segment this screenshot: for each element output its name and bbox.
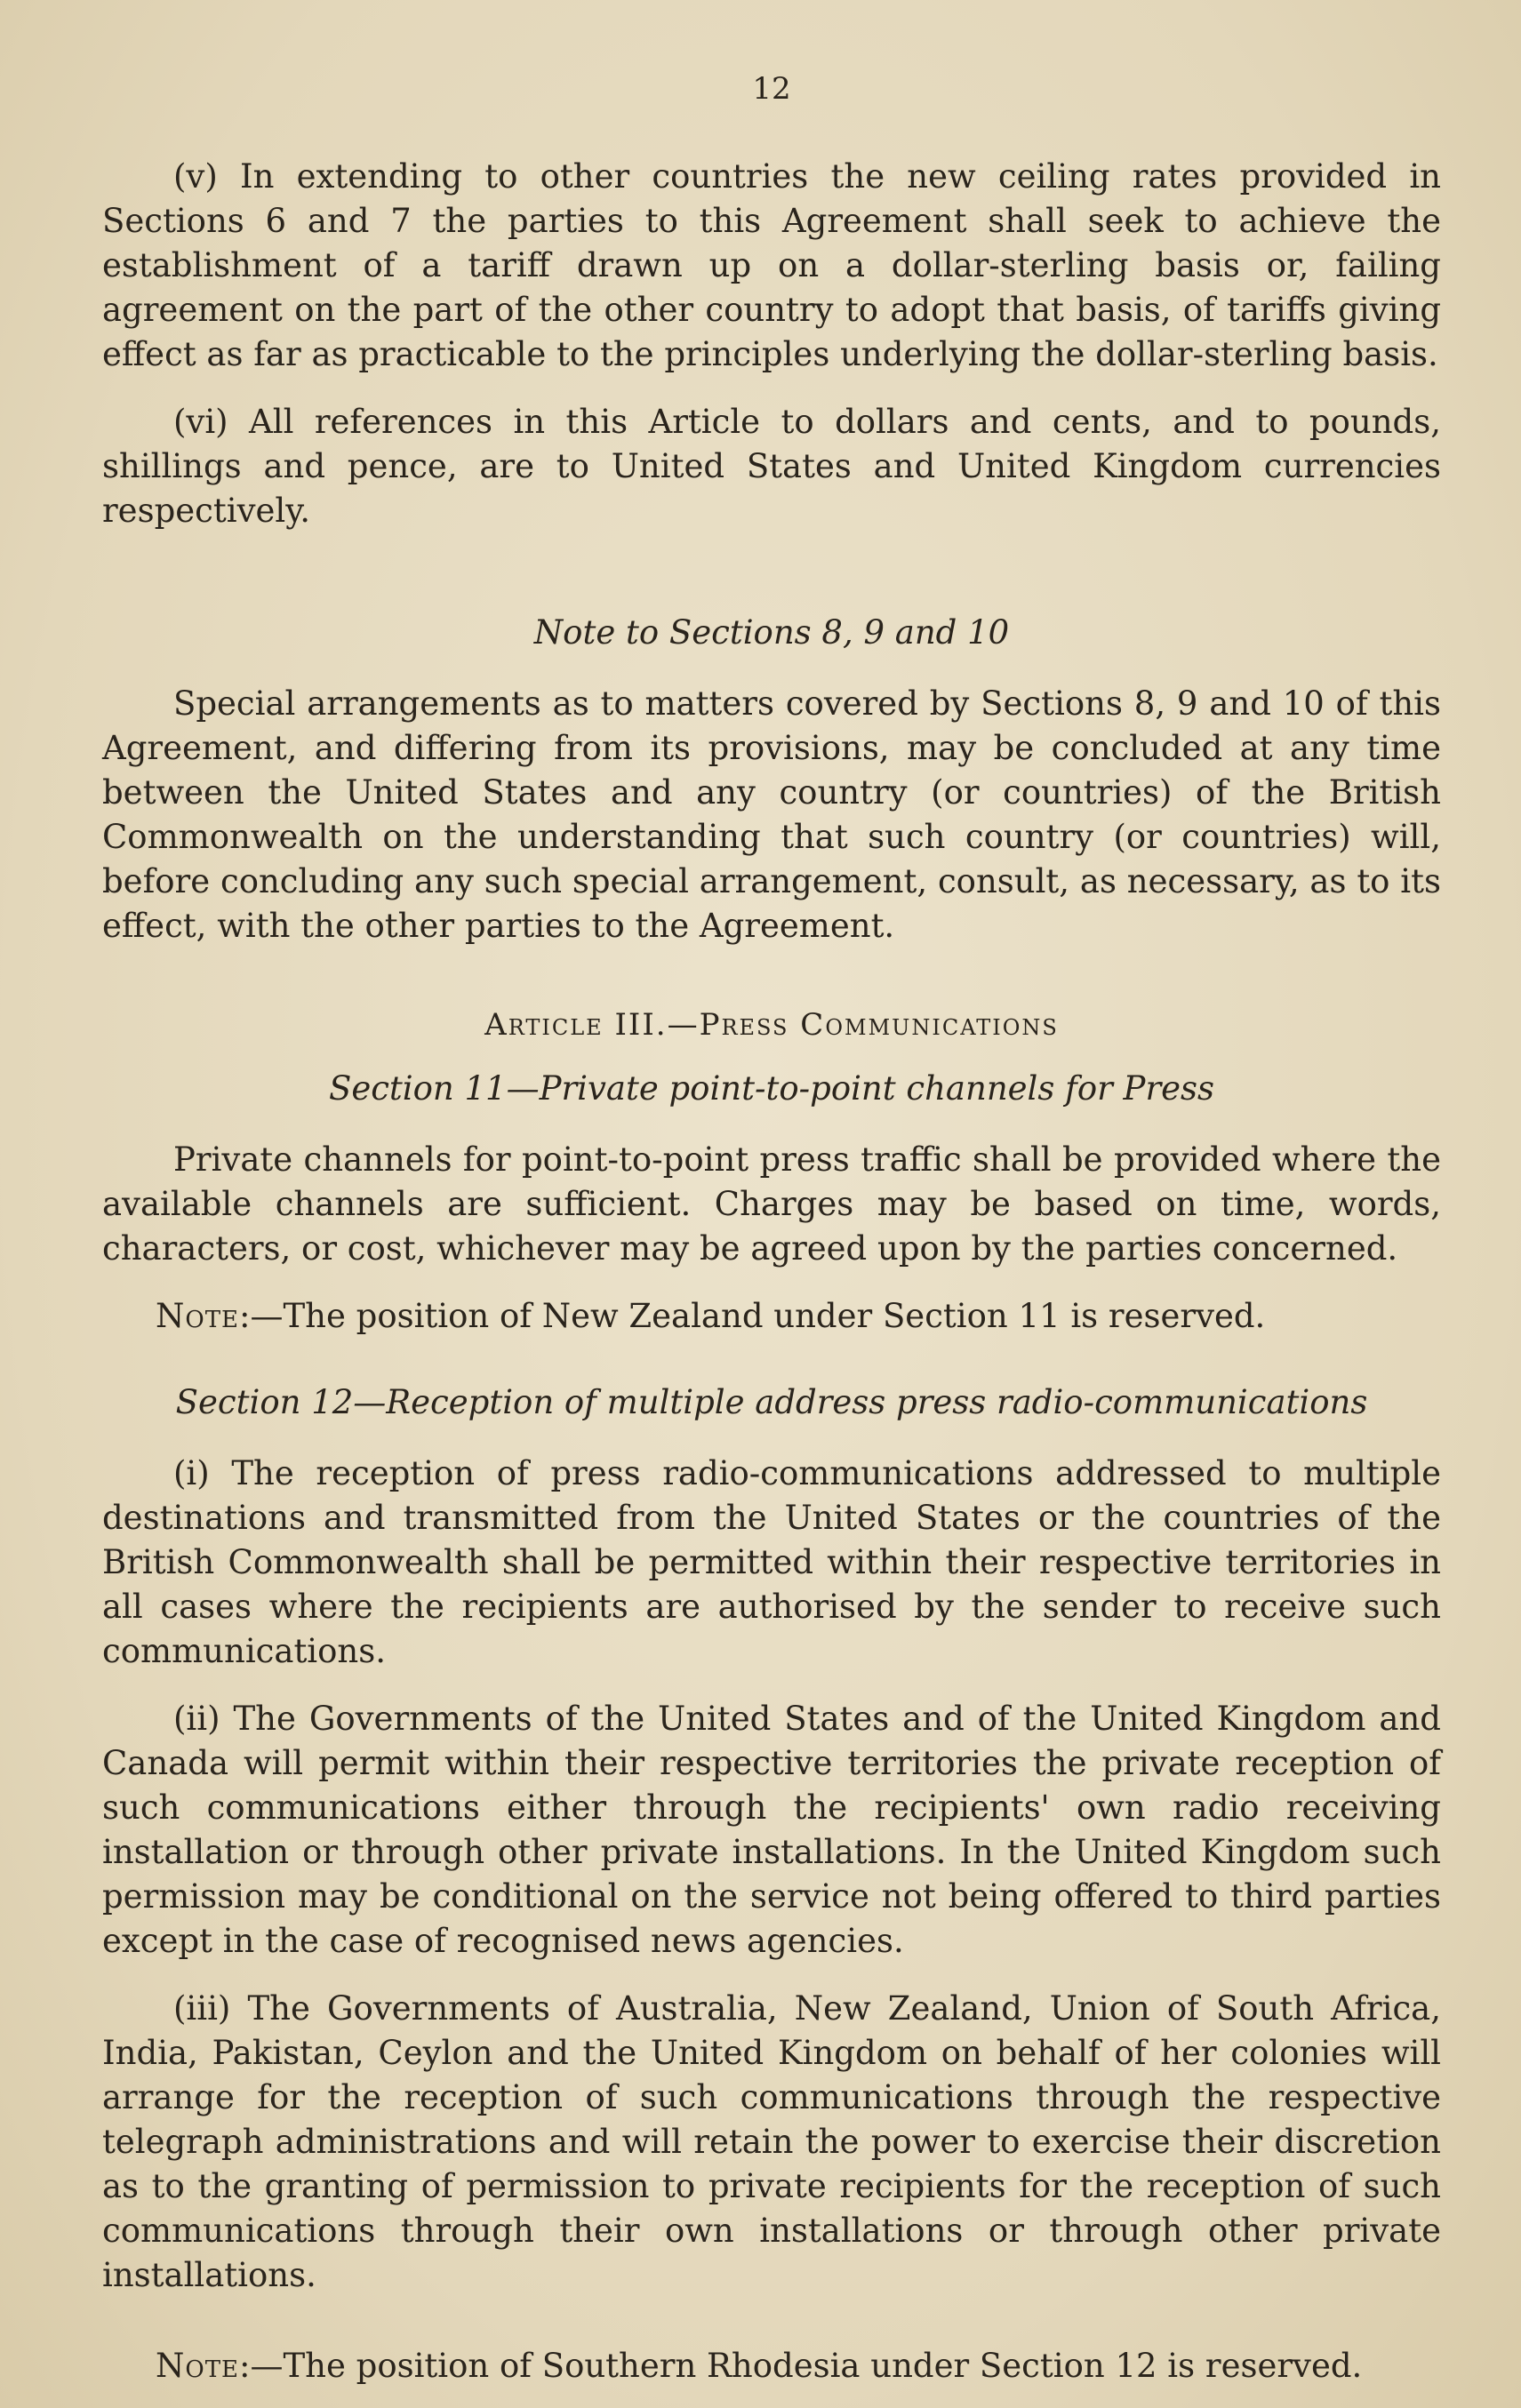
section-11-heading: Section 11—Private point-to-point channels for Press [328, 1069, 1215, 1108]
section-12-heading: Section 12—Reception of multiple address press radio-communications [175, 1383, 1368, 1421]
section-12-paragraph-ii: (ii) The Governments of the United States and of the United Kingdom and Canada will permit within their respective territories the private reception of such communications either through the recipients' own radio receiving installation or through other private installations. In the United Kingdom such permission may be conditional on the service not being offered to third parties except in the case of recognised news agencies. [102, 1700, 1441, 1960]
note-paragraph: Special arrangements as to matters covered by Sections 8, 9 and 10 of this Agreement, and differing from its provisions, may be concluded at any time between the United States and any country (or countries) of the British Commonwealth on the understanding that such country (or countries) will, before concluding any such special arrangement, consult, as necessary, as to its effect, with the other parties to the Agreement. [102, 684, 1441, 945]
article-heading [102, 1007, 1441, 1043]
section-11-note [102, 1294, 1441, 1339]
note-label: Note [156, 2347, 240, 2385]
paragraph-vi: (vi) All references in this Article to dollars and cents, and to pounds, shillings and pence, are to United States and United Kingdom currencies respectively. [102, 403, 1441, 530]
section-12-paragraph-i: (i) The reception of press radio-communications addressed to multiple destinations and transmitted from the United States or the countries of the British Commonwealth shall be permitted within their respective territories in all cases where the recipients are authorised by the sender to receive such communications. [102, 1454, 1441, 1670]
note-label: Note [156, 1297, 240, 1335]
article-heading-text: Article III.—Press Communications [484, 1007, 1059, 1043]
section-12-paragraph-iii: (iii) The Governments of Australia, New Zealand, Union of South Africa, India, Pakistan, Ceylon and the United Kingdom on behalf of her colonies will arrange for the reception of such communications through the respective telegraph administrations and will retain the power to exercise their discretion as to the granting of permission to private recipients for the reception of such communications through their own installations or through other private installations. [102, 1989, 1441, 2294]
section-11-paragraph: Private channels for point-to-point press traffic shall be provided where the available channels are sufficient. Charges may be based on time, words, characters, or cost, whichever may be agreed upon by the parties concerned. [102, 1140, 1441, 1268]
paragraph-v: (v) In extending to other countries the new ceiling rates provided in Sections 6 and 7 the parties to this Agreement shall seek to achieve the establishment of a tariff drawn up on a dollar-sterling basis or, failing agreement on the part of the other country to adopt that basis, of tariffs giving effect as far as practicable to the principles underlying the dollar-sterling basis. [102, 157, 1441, 373]
note-heading: Note to Sections 8, 9 and 10 [533, 613, 1010, 652]
page-number: 12 [752, 71, 791, 107]
note-text: :—The position of Southern Rhodesia under Section 12 is reserved. [239, 2347, 1363, 2385]
note-text: :—The position of New Zealand under Section 11 is reserved. [239, 1297, 1266, 1335]
section-12-note [102, 2344, 1441, 2388]
